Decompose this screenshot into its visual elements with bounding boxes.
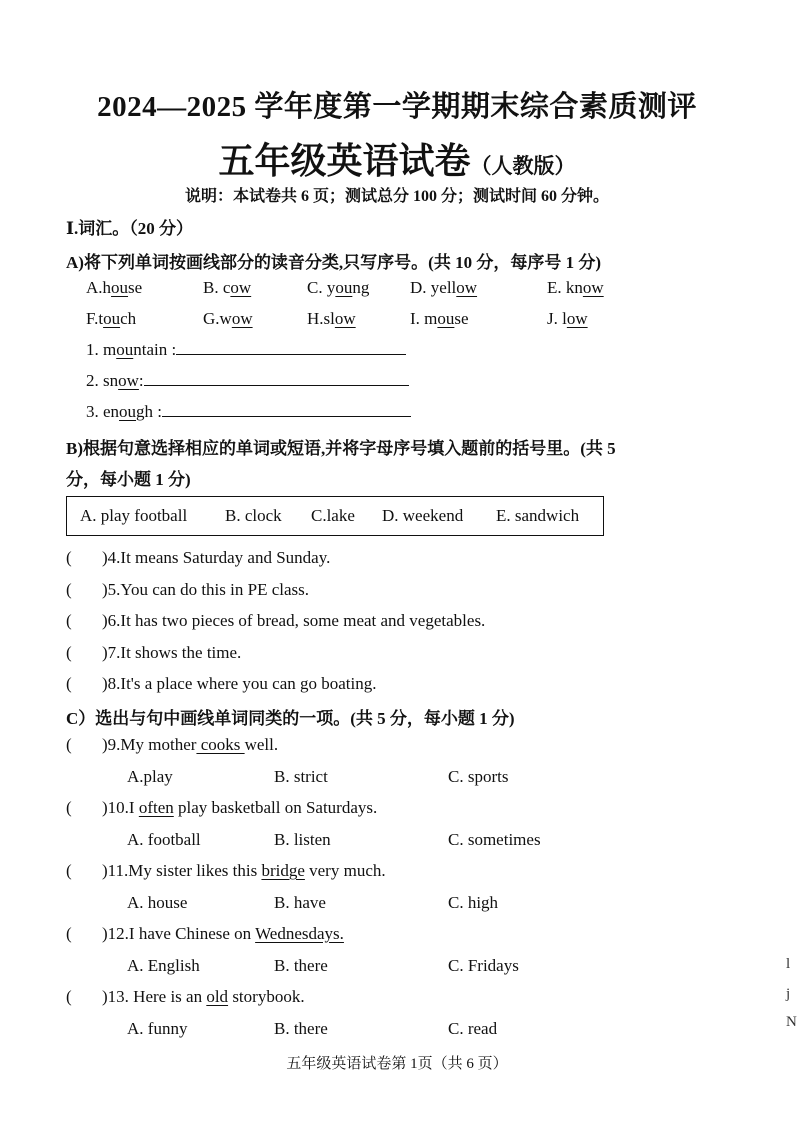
q13-option-c: C. read <box>448 1019 498 1038</box>
option-e: E. sandwich <box>496 506 580 525</box>
question-9-post: well. <box>244 735 279 754</box>
question-9-pre: )9.My mother <box>102 735 197 754</box>
edge-char-1: l <box>786 956 791 972</box>
word-2-pre: B. c <box>203 278 231 297</box>
line-2-pre: 2. sn <box>86 371 119 390</box>
q12-option-c: C. Fridays <box>448 956 519 975</box>
q11-option-a: A. house <box>127 893 188 912</box>
line-2 <box>86 371 409 391</box>
word-9 <box>410 309 469 329</box>
word-10-underlined: ow <box>566 309 588 328</box>
word-5-pre: E. kn <box>547 278 583 297</box>
word-8-underlined: ow <box>334 309 356 328</box>
line-1-post: ntain : <box>133 340 177 359</box>
option-b: B. clock <box>225 506 282 525</box>
question-13-pre: )13. Here is an <box>102 987 207 1006</box>
question-5: )5.You can do this in PE class. <box>102 579 309 599</box>
question-10-post: play basketball on Saturdays. <box>173 798 378 817</box>
word-6-pre: F.t <box>86 309 104 328</box>
q10-option-c: C. sometimes <box>448 830 541 849</box>
word-3 <box>307 278 369 298</box>
question-13-underlined: old <box>206 987 229 1006</box>
word-10-pre: J. l <box>547 309 567 328</box>
question-9 <box>102 735 278 755</box>
q11-option-b: B. have <box>274 893 326 912</box>
q10-option-b: B. listen <box>274 830 331 849</box>
answer-paren-12: ( <box>66 924 72 943</box>
word-4-pre: D. yell <box>410 278 457 297</box>
options-box <box>66 496 604 536</box>
question-12 <box>102 924 344 944</box>
exam-subtitle <box>0 133 794 184</box>
line-2-underlined: ow <box>118 371 139 390</box>
partB-instruction-line2: 分，每小题 1 分) <box>66 470 191 489</box>
line-1 <box>86 340 406 360</box>
word-7 <box>203 309 253 329</box>
q12-option-b: B. there <box>274 956 328 975</box>
word-3-pre: C. y <box>307 278 336 297</box>
word-2-underlined: ow <box>230 278 252 297</box>
answer-blank-1 <box>176 340 406 355</box>
answer-paren-4: ( <box>66 548 72 567</box>
line-3-post: gh : <box>136 402 163 421</box>
page-footer: 五年级英语试卷第 1页（共 6 页） <box>286 1056 508 1072</box>
question-13-post: storybook. <box>228 987 305 1006</box>
line-2-post: : <box>138 371 144 390</box>
word-1-underlined: ou <box>111 278 129 297</box>
word-10 <box>547 309 588 329</box>
question-4: )4.It means Saturday and Sunday. <box>102 548 331 567</box>
word-6-underlined: ou <box>103 309 121 328</box>
question-9-underlined: cooks <box>196 735 245 754</box>
word-1 <box>86 278 142 298</box>
question-7: )7.It shows the time. <box>102 642 242 662</box>
word-1-post: se <box>128 278 143 297</box>
q9-option-a: A.play <box>127 767 173 786</box>
question-8: )8.It's a place where you can go boating. <box>102 674 377 693</box>
line-3-underlined: ou <box>119 402 137 421</box>
subtitle-text: 五年级英语试卷 <box>218 141 471 181</box>
line-1-underlined: ou <box>116 340 134 359</box>
q9-option-b: B. strict <box>274 767 328 786</box>
question-11-underlined: bridge <box>261 861 305 880</box>
q10-option-a: A. football <box>127 830 201 849</box>
word-5 <box>547 278 604 298</box>
q13-option-b: B. there <box>274 1019 328 1038</box>
partB-instruction-line1: B)根据句意选择相应的单词或短语,并将字母序号填入题前的括号里。(共 5 <box>66 439 616 458</box>
question-10-underlined: often <box>138 798 174 817</box>
word-5-underlined: ow <box>582 278 604 297</box>
word-4 <box>410 278 477 298</box>
edge-char-2: j <box>786 986 791 1002</box>
answer-paren-10: ( <box>66 798 72 817</box>
option-a: A. play football <box>80 506 188 525</box>
question-6: )6.It has two pieces of bread, some meat and vegetables. <box>102 611 486 630</box>
word-3-underlined: ou <box>335 278 353 297</box>
word-8 <box>307 309 356 329</box>
q13-option-a: A. funny <box>127 1019 188 1038</box>
question-10 <box>102 798 377 818</box>
question-11 <box>102 861 386 881</box>
question-13 <box>102 987 305 1007</box>
question-10-pre: )10.I <box>102 798 139 817</box>
answer-blank-2 <box>144 371 409 386</box>
word-9-underlined: ou <box>437 309 455 328</box>
word-8-pre: H.sl <box>307 309 335 328</box>
part1-heading: Ⅰ.词汇。（20 分） <box>66 219 193 238</box>
answer-paren-5: ( <box>66 579 72 599</box>
answer-paren-8: ( <box>66 674 72 693</box>
partC-instruction: C）选出与句中画线单词同类的一项。(共 5 分，每小题 1 分) <box>66 709 515 728</box>
word-2 <box>203 278 251 298</box>
word-3-post: ng <box>352 278 370 297</box>
answer-paren-7: ( <box>66 642 72 662</box>
word-9-pre: I. m <box>410 309 438 328</box>
q9-option-c: C. sports <box>448 767 509 786</box>
answer-paren-9: ( <box>66 735 72 754</box>
question-11-post: very much. <box>304 861 386 880</box>
question-11-pre: )11.My sister likes this <box>102 861 262 880</box>
word-9-post: se <box>454 309 469 328</box>
line-1-pre: 1. m <box>86 340 117 359</box>
line-3-pre: 3. en <box>86 402 120 421</box>
answer-paren-11: ( <box>66 861 72 880</box>
edge-char-3: N <box>786 1014 797 1030</box>
word-1-pre: A.h <box>86 278 112 297</box>
word-7-pre: G.w <box>203 309 232 328</box>
q12-option-a: A. English <box>127 956 200 975</box>
option-c: C.lake <box>311 506 355 525</box>
exam-title: 2024—2025 学年度第一学期期末综合素质测评 <box>97 91 697 123</box>
answer-paren-6: ( <box>66 611 72 630</box>
word-6-post: ch <box>120 309 137 328</box>
answer-blank-3 <box>162 402 411 417</box>
word-7-underlined: ow <box>231 309 253 328</box>
partA-instruction: A)将下列单词按画线部分的读音分类,只写序号。(共 10 分，每序号 1 分) <box>66 253 602 272</box>
question-12-pre: )12.I have Chinese on <box>102 924 256 943</box>
word-6 <box>86 309 136 329</box>
word-4-underlined: ow <box>456 278 478 297</box>
edition-label: （人教版） <box>470 154 576 178</box>
question-12-underlined: Wednesdays. <box>255 924 344 943</box>
option-d: D. weekend <box>382 506 464 525</box>
exam-note: 说明：本试卷共 6 页；测试总分 100 分；测试时间 60 分钟。 <box>184 188 609 205</box>
line-3 <box>86 402 411 422</box>
answer-paren-13: ( <box>66 987 72 1006</box>
q11-option-c: C. high <box>448 893 499 912</box>
